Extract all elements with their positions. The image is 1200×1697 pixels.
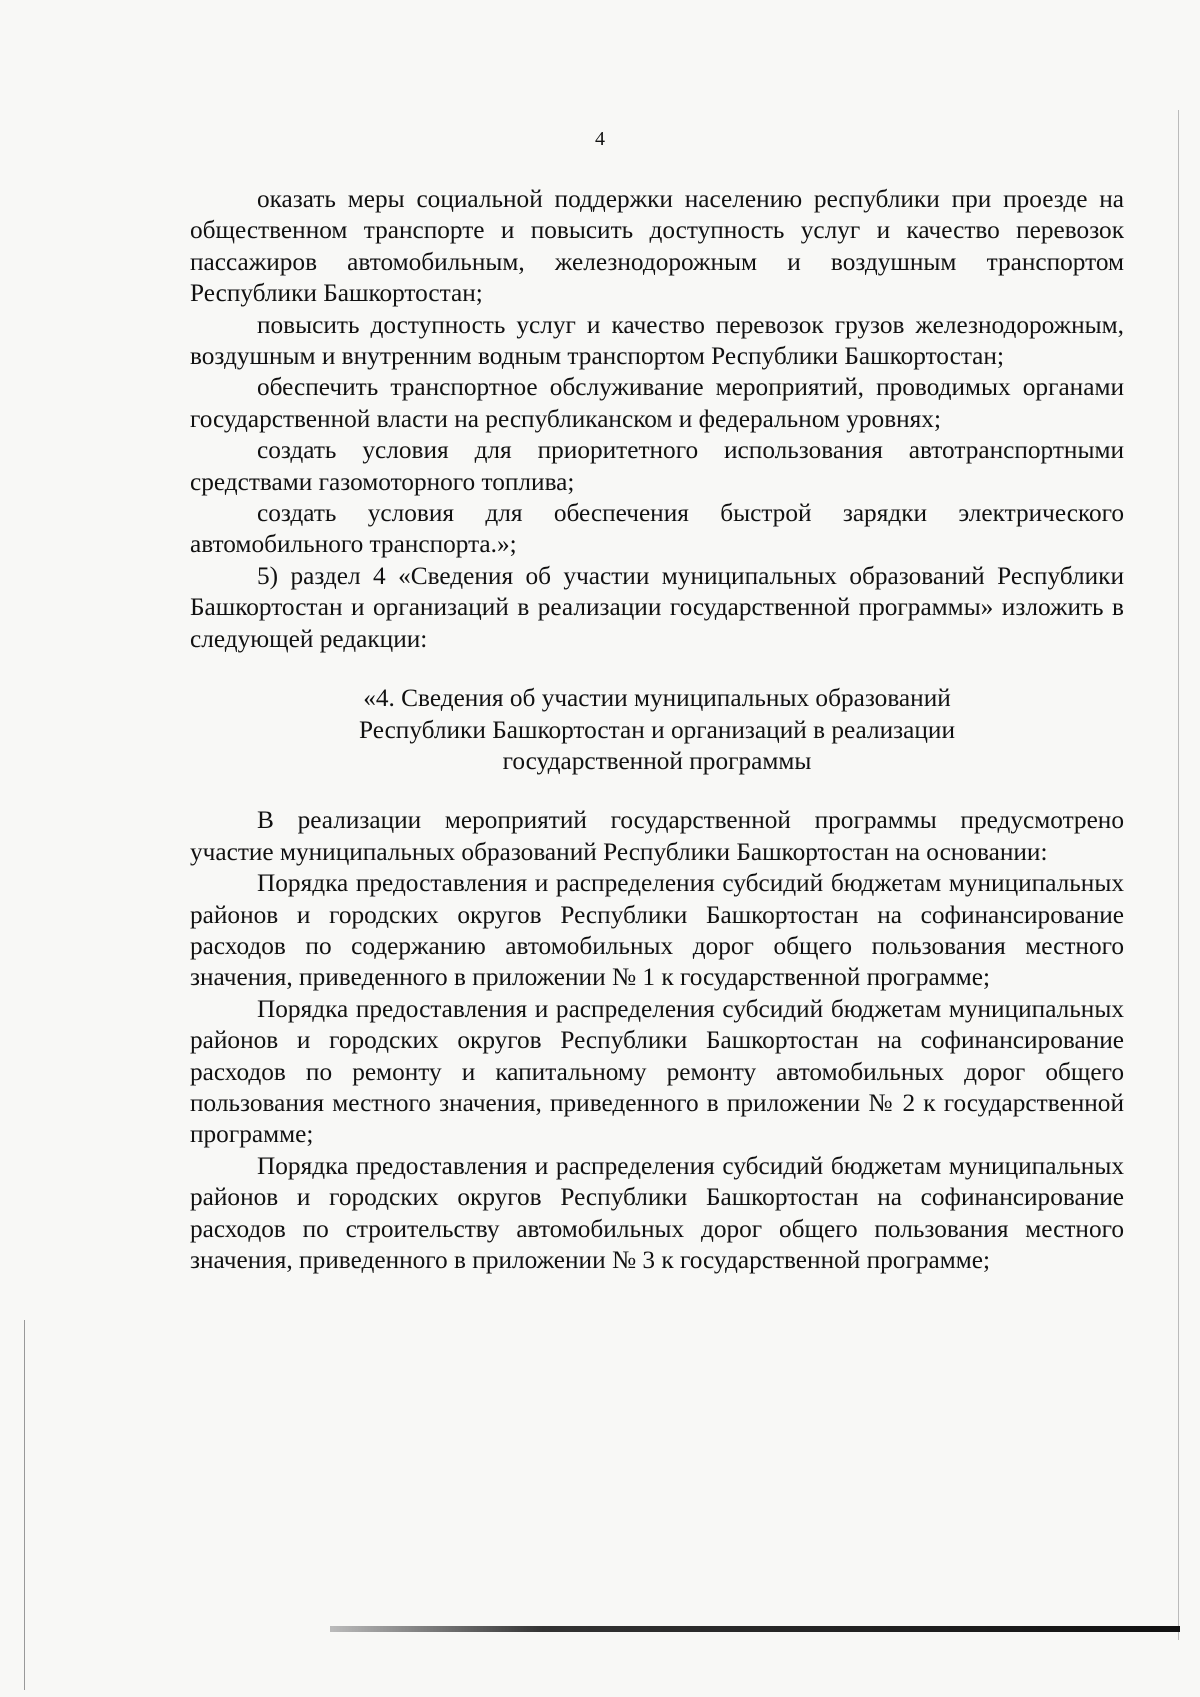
paragraph-municipal-participation: В реализации мероприятий государственной программы предусмотрено участие муниципальных образований Республики Башкортостан на основании: (190, 806, 1124, 866)
scan-bottom-bar (330, 1626, 1180, 1632)
paragraph-subsidy-order-3: Порядка предоставления и распределения субсидий бюджетам муниципальных районов и городских округов Республики Башкортостан на софинансирование расходов по строительству автомобильных дорог общего пользования местного значения, приведенного в приложении № 3 к государственной программе; (190, 1151, 1124, 1274)
section-heading-line: Республики Башкортостан и организаций в реализации (358, 715, 955, 744)
section-heading-line: государственной программы (502, 746, 812, 775)
document-body (190, 184, 1124, 1276)
section-heading (190, 683, 1124, 777)
paragraph-section-4-amendment: 5) раздел 4 «Сведения об участии муниципальных образований Республики Башкортостан и организаций в реализации государственной программы» изложить в следующей редакции: (190, 561, 1124, 653)
paragraph-transport-service: обеспечить транспортное обслуживание мероприятий, проводимых органами государственной власти на республиканском и федеральном уровнях; (190, 373, 1124, 433)
paragraph-freight-access: повысить доступность услуг и качество перевозок грузов железнодорожным, воздушным и внутренним водным транспортом Республики Башкортостан; (190, 310, 1124, 371)
page-number: 4 (595, 128, 605, 150)
paragraph-social-support: оказать меры социальной поддержки населению республики при проезде на общественном транспорте и повысить доступность услуг и качество перевозок пассажиров автомобильным, железнодорожным и воздушным транспортом Республики Башкортостан; (190, 185, 1124, 308)
paragraph-gas-fuel: создать условия для приоритетного использования автотранспортными средствами газомоторного топлива; (190, 436, 1124, 496)
paragraph-subsidy-order-2: Порядка предоставления и распределения субсидий бюджетам муниципальных районов и городских округов Республики Башкортостан на софинансирование расходов по ремонту и капитальному ремонту автомобильных дорог общего пользования местного значения, приведенного в приложении № 2 к государственной программе; (190, 994, 1124, 1149)
section-heading-line: «4. Сведения об участии муниципальных образований (363, 684, 951, 713)
paragraph-electric-charging: создать условия для обеспечения быстрой зарядки электрического автомобильного транспорта.»; (190, 499, 1124, 559)
scan-mark-left (24, 1320, 25, 1690)
paragraph-subsidy-order-1: Порядка предоставления и распределения субсидий бюджетам муниципальных районов и городских округов Республики Башкортостан на софинансирование расходов по содержанию автомобильных дорог общего пользования местного значения, приведенного в приложении № 1 к государственной программе; (190, 869, 1124, 992)
scan-edge-right (1178, 110, 1179, 1640)
